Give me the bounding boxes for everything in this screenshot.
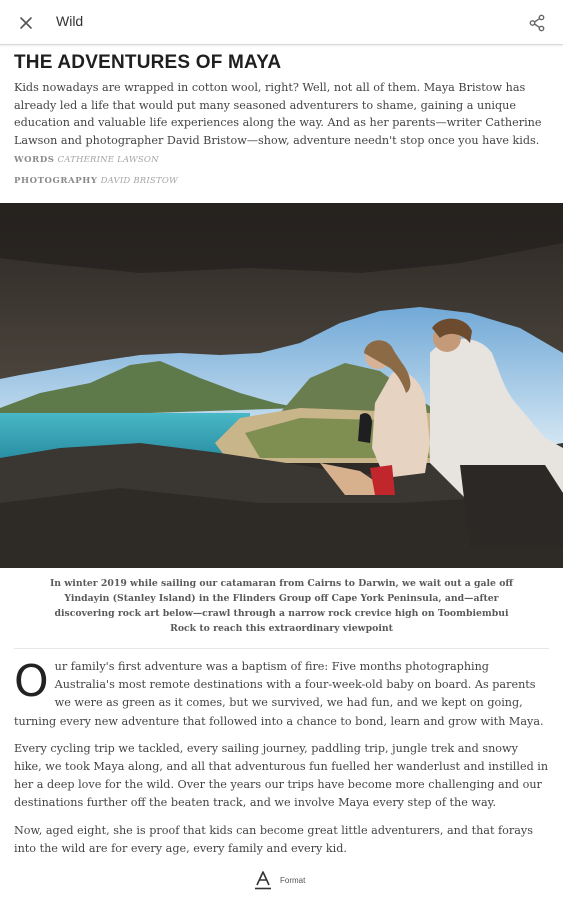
- format-label: Format: [280, 875, 306, 885]
- close-button[interactable]: [14, 11, 38, 35]
- section-title: Wild: [56, 13, 84, 29]
- hero-photo: [0, 203, 563, 568]
- article-title: THE ADVENTURES OF MAYA: [14, 52, 282, 73]
- paragraph-2: Every cycling trip we tackled, every sailing journey, paddling trip, jungle trek and snowy hike, we took Maya along, and all that adventurous fun fuelled her wanderlust and instilled in her a deep love for the wild. Over the years our trips have become more challenging and our destinations further off the beaten track, and we involve Maya every step of the way.: [14, 741, 549, 810]
- drop-cap: O: [14, 656, 49, 707]
- paragraph-3: Now, aged eight, she is proof that kids can become great little adventurers, and that forays into the wild are for every age, every family and every kid.: [14, 823, 533, 855]
- writer-name: CATHERINE LAWSON: [57, 155, 159, 165]
- top-app-bar: [0, 0, 563, 45]
- photography-label: PHOTOGRAPHY: [14, 176, 98, 186]
- photographer-name: DAVID BRISTOW: [100, 176, 178, 186]
- words-label: WORDS: [14, 155, 55, 165]
- photo-credit: [14, 176, 178, 186]
- share-icon: [528, 14, 546, 32]
- close-icon: [19, 16, 33, 30]
- format-button[interactable]: [252, 868, 305, 892]
- article-body: [14, 658, 549, 867]
- photo-caption: In winter 2019 while sailing our catamaran from Cairns to Darwin, we wait out a gale off Yindayin (Stanley Island) in the Flinders Group off Cape York Peninsula, and—after discovering rock art below—crawl through a narrow rock crevice high on Toombiembui Rock to reach this extraordinary viewpoint: [49, 578, 514, 634]
- section-divider: [14, 648, 549, 649]
- share-button[interactable]: [525, 11, 549, 35]
- paragraph-1-text: ur family's first adventure was a baptism of fire: Five months photographing Australia's most remote destinations with a four-week-old baby on board. As parents we were as green as it comes, but we survived, we had fun, and we kept on going, turning every new adventure that followed into a chance to bond, learn and grow with Maya.: [14, 660, 544, 728]
- article-intro: Kids nowadays are wrapped in cotton wool, right? Well, not all of them. Maya Bristow has already led a life that would put many seasoned adventurers to shame, gaining a unique education and valuable life experiences along the way. And as her parents—writer Catherine Lawson and photographer David Bristow—show, adventure needn't stop once you have kids.: [14, 81, 542, 147]
- text-format-icon: [252, 869, 274, 891]
- words-credit: [14, 155, 159, 165]
- paragraph-1: [14, 658, 549, 731]
